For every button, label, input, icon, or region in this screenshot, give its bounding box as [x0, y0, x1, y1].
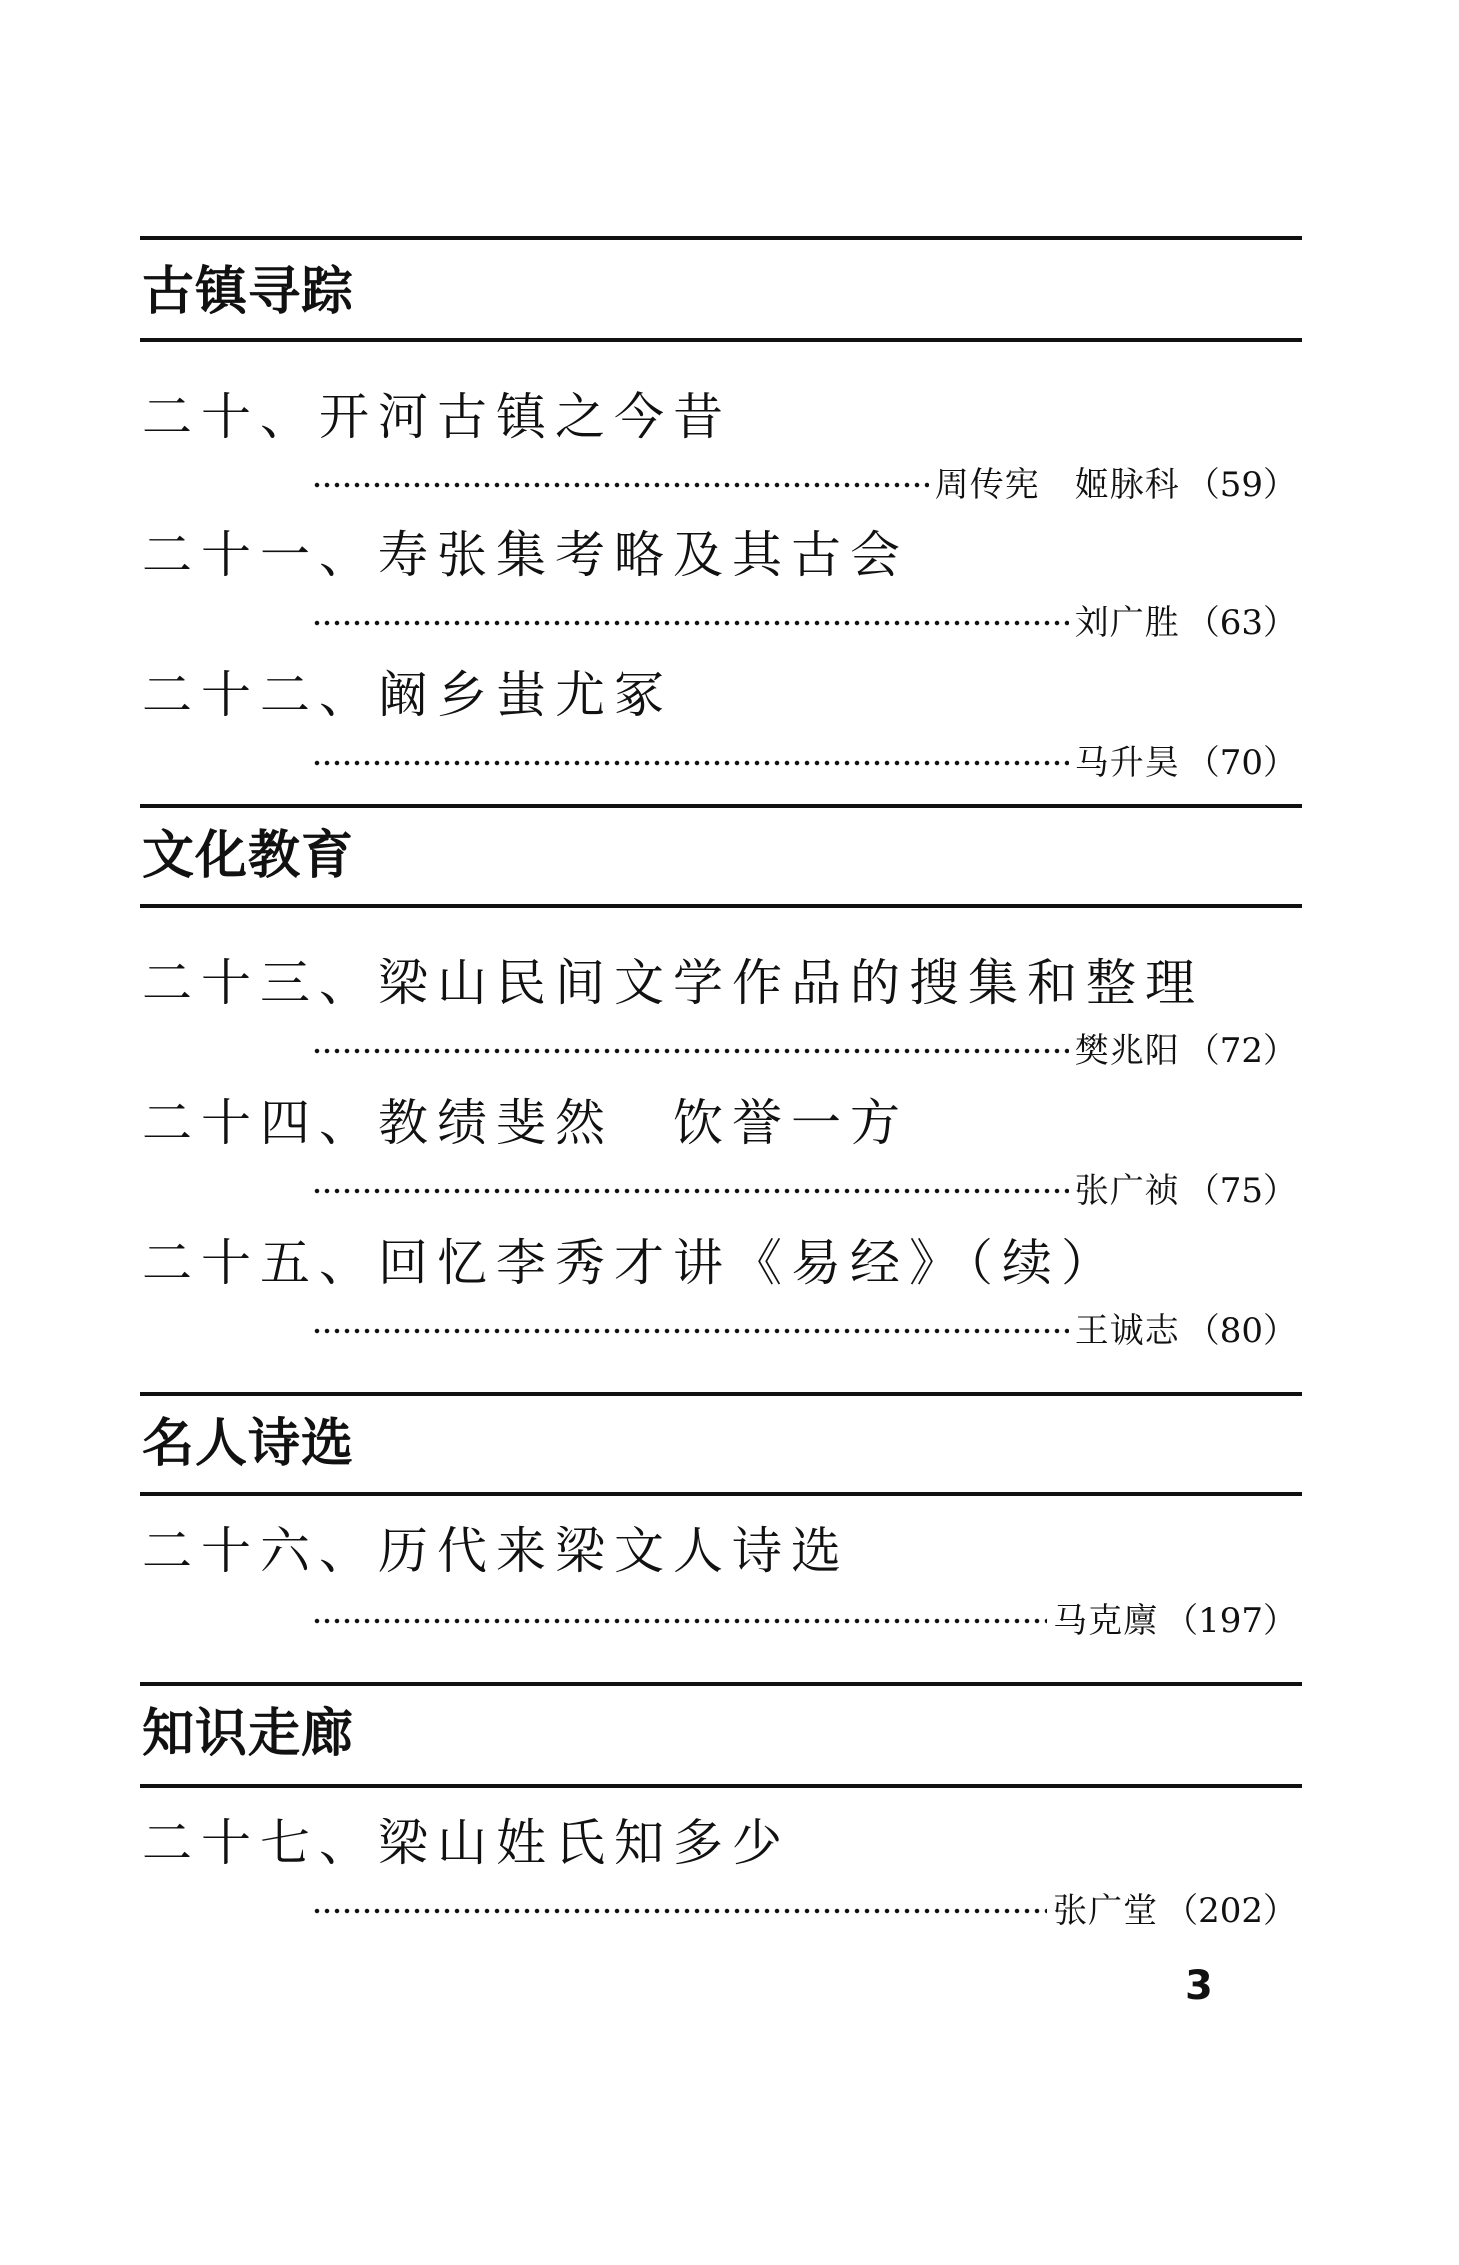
toc-entry-author: 刘广胜 [1074, 603, 1180, 643]
toc-entry-title: 二十一、寿张集考略及其古会 [142, 526, 909, 584]
page-number: 3 [1185, 1963, 1213, 2009]
toc-entry-author: 周传宪 姬脉科 [934, 465, 1180, 505]
section-bottom-rule [140, 1492, 1302, 1496]
dot-leader [312, 1188, 1069, 1194]
section-title: 名人诗选 [142, 1414, 355, 1474]
section-title: 古镇寻踪 [142, 262, 355, 322]
toc-entry-page: （63） [1185, 603, 1297, 643]
dot-leader [312, 1048, 1069, 1054]
toc-entry-line [312, 1888, 1297, 1934]
toc-entry-page: （202） [1164, 1891, 1297, 1931]
toc-entry-page: （70） [1185, 743, 1297, 783]
section-title: 知识走廊 [142, 1704, 355, 1764]
dot-leader [312, 760, 1069, 766]
toc-entry-author: 张广祯 [1074, 1171, 1180, 1211]
section-top-rule [140, 1392, 1302, 1396]
toc-entry-author: 马升昊 [1074, 743, 1180, 783]
section-top-rule [140, 804, 1302, 808]
toc-entry-title: 二十三、梁山民间文学作品的搜集和整理 [142, 954, 1204, 1012]
toc-entry-author: 樊兆阳 [1074, 1031, 1180, 1071]
toc-entry-author: 马克廪 [1053, 1601, 1159, 1641]
toc-entry-page: （59） [1185, 465, 1297, 505]
toc-entry-line [312, 740, 1297, 786]
toc-entry-line [312, 1598, 1297, 1644]
toc-entry-title: 二十五、回忆李秀才讲《易经》（续） [142, 1234, 1120, 1292]
dot-leader [312, 1618, 1047, 1624]
section-top-rule [140, 1682, 1302, 1686]
toc-entry-author: 王诚志 [1074, 1311, 1180, 1351]
toc-entry-title: 二十二、阚乡蚩尤冢 [142, 666, 673, 724]
toc-entry-title: 二十六、历代来梁文人诗选 [142, 1522, 850, 1580]
dot-leader [312, 482, 929, 488]
toc-entry-line [312, 1168, 1297, 1214]
dot-leader [312, 1908, 1047, 1914]
toc-entry-title: 二十四、教绩斐然 饮誉一方 [142, 1094, 909, 1152]
toc-entry-page: （72） [1185, 1031, 1297, 1071]
section-title: 文化教育 [142, 826, 355, 886]
toc-entry-line [312, 1308, 1297, 1354]
section-bottom-rule [140, 904, 1302, 908]
toc-entry-page: （197） [1164, 1601, 1297, 1641]
section-bottom-rule [140, 1784, 1302, 1788]
toc-entry-page: （75） [1185, 1171, 1297, 1211]
toc-entry-page: （80） [1185, 1311, 1297, 1351]
toc-entry-title: 二十、开河古镇之今昔 [142, 388, 732, 446]
section-top-rule [140, 236, 1302, 240]
section-bottom-rule [140, 338, 1302, 342]
dot-leader [312, 620, 1069, 626]
toc-entry-line [312, 600, 1297, 646]
toc-entry-author: 张广堂 [1053, 1891, 1159, 1931]
toc-entry-title: 二十七、梁山姓氏知多少 [142, 1814, 791, 1872]
toc-entry-line [312, 462, 1297, 508]
dot-leader [312, 1328, 1069, 1334]
toc-entry-line [312, 1028, 1297, 1074]
